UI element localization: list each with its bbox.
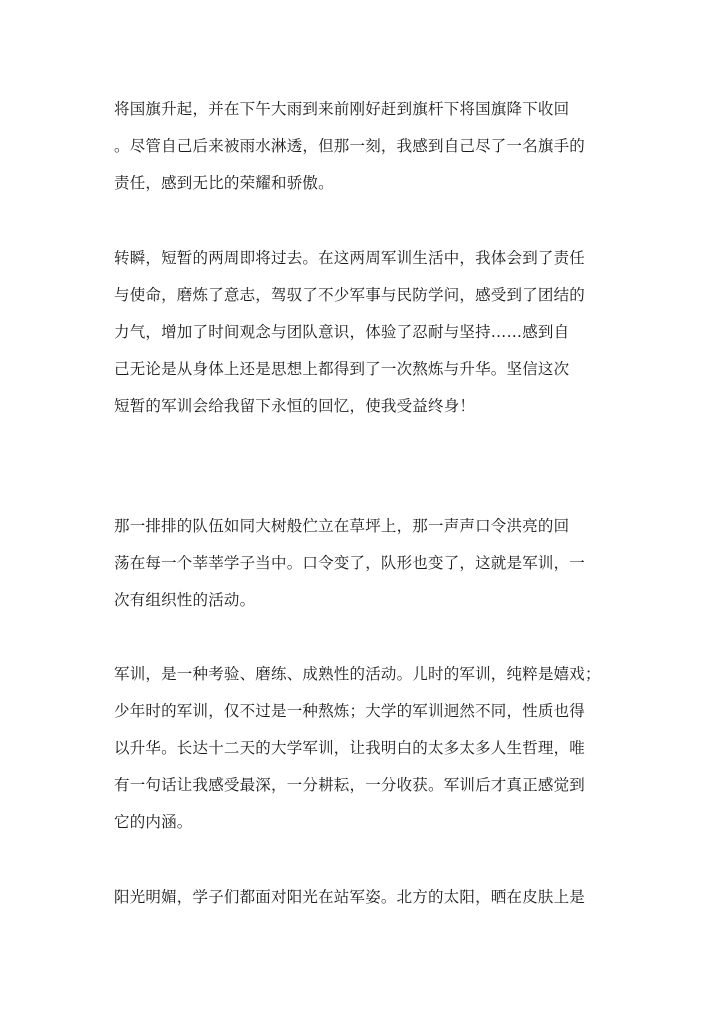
text-line: 有一句话让我感受最深，一分耕耘，一分收获。军训后才真正感觉到 [114,776,586,794]
text-line: 将国旗升起，并在下午大雨到来前刚好赶到旗杆下将国旗降下收回 [114,100,570,118]
paragraph-sunshine [114,879,614,916]
text-line: 次有组织性的活动。 [114,591,256,609]
text-line: 。尽管自己后来被雨水淋透，但那一刻，我感到自己尽了一名旗手的 [114,137,586,155]
text-line: 短暂的军训会给我留下永恒的回忆，使我受益终身！ [114,397,476,415]
text-line: 己无论是从身体上还是思想上都得到了一次熬炼与升华。坚信这次 [114,360,570,378]
paragraph-ranks [114,508,614,619]
text-line: 阳光明媚，学子们都面对阳光在站军姿。北方的太阳，晒在皮肤上是 [114,888,586,906]
text-line: 军训，是一种考验、磨练、成熟性的活动。儿时的军训，纯粹是嬉戏； [114,665,601,683]
text-line: 以升华。长达十二天的大学军训，让我明白的太多太多人生哲理，唯 [114,739,586,757]
text-line: 责任，感到无比的荣耀和骄傲。 [114,174,334,192]
text-line: 力气，增加了时间观念与团队意识，体验了忍耐与坚持……感到自 [114,323,570,341]
text-line: 转瞬，短暂的两周即将过去。在这两周军训生活中，我体会到了责任 [114,249,586,267]
paragraph-flag-duty [114,91,614,202]
paragraph-training-meaning [114,656,614,841]
text-line: 它的内涵。 [114,813,193,831]
paragraph-two-weeks [114,240,614,425]
text-line: 与使命，磨炼了意志，驾驭了不少军事与民防学问，感受到了团结的 [114,286,586,304]
text-line: 那一排排的队伍如同大树般伫立在草坪上，那一声声口令洪亮的回 [114,517,570,535]
text-line: 荡在每一个莘莘学子当中。口令变了，队形也变了，这就是军训，一 [114,554,586,572]
text-line: 少年时的军训，仅不过是一种熬炼；大学的军训迥然不同，性质也得 [114,702,586,720]
